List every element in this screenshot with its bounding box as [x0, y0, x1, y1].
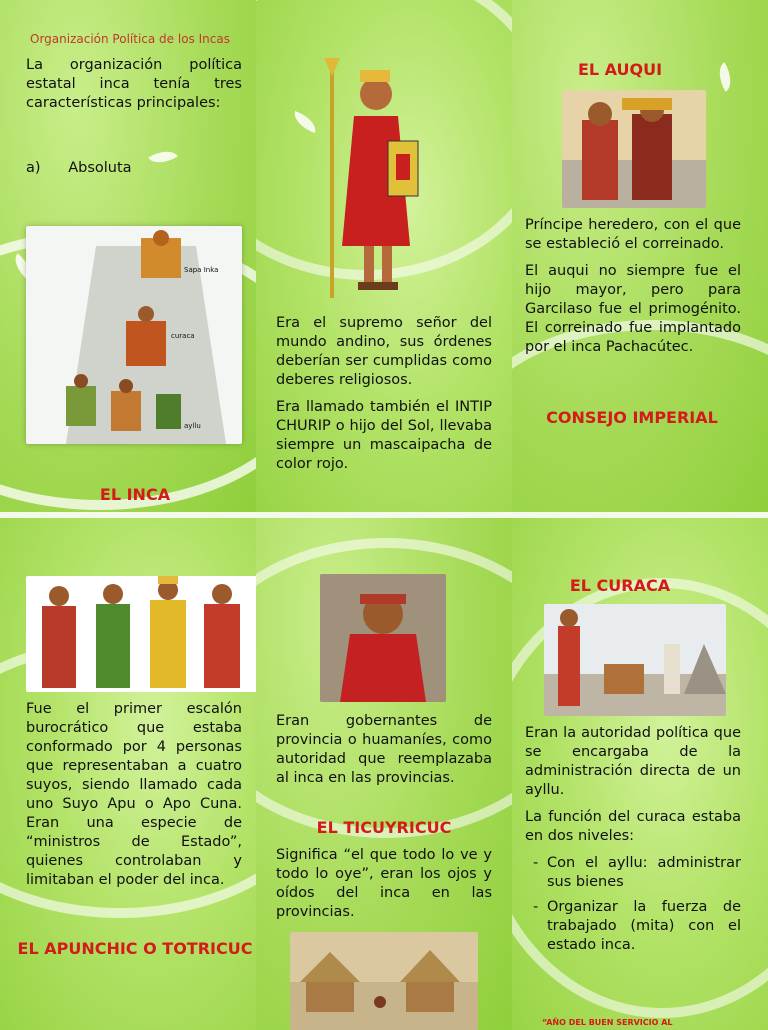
paragraph: Fue el primer escalón burocrático que estaba conformado por 4 personas que representaban a cuatro suyos, siendo llamado cada uno Suyo Apu o Apo Cuna. Eran una especie de “ministros de Estado”, quienes controlaban y limitaban el poder del inca. [26, 701, 242, 888]
panel-2 [256, 0, 512, 512]
inca-description [276, 314, 492, 482]
list-item: - Con el ayllu: administrar sus bienes [525, 854, 741, 892]
image-label: ayllu [184, 422, 201, 430]
panel-1 [0, 0, 256, 512]
footer-motto: “AÑO DEL BUEN SERVICIO AL [542, 1018, 673, 1027]
list-item: a) Absoluta [26, 160, 132, 176]
hierarchy-illustration [26, 226, 242, 444]
paragraph: Eran la autoridad política que se encargaba de la administración directa de un ayllu. [525, 725, 741, 798]
image-label: curaca [171, 332, 195, 340]
panel-4 [0, 518, 256, 1030]
paragraph: Significa “el que todo lo ve y todo lo oye”, eran los ojos y oídos del inca en las provincias. [276, 847, 492, 920]
paragraph: La función del curaca estaba en dos niveles: [525, 809, 741, 844]
heading-apunchic: EL APUNCHIC O TOTRICUC [17, 939, 253, 958]
curaca-levels-list [525, 854, 741, 955]
heading-el-curaca: EL CURACA [569, 576, 671, 595]
ticuyricuc-description [276, 846, 492, 930]
panel-3 [512, 0, 768, 512]
paragraph: Era el supremo señor del mundo andino, sus órdenes deberían ser cumplidas como deberes religiosos. [276, 315, 492, 388]
auqui-illustration [562, 90, 706, 208]
consejo-description [26, 700, 242, 898]
paragraph: Eran gobernantes de provincia o huamaníes, como autoridad que reemplazaba al inca en las provincias. [276, 713, 492, 786]
heading-consejo-imperial: CONSEJO IMPERIAL [546, 408, 718, 427]
heading-el-auqui: EL AUQUI [577, 60, 663, 79]
list-item: - Organizar la fuerza de trabajado (mita) con el estado inca. [525, 898, 741, 955]
paragraph: Era llamado también el INTIP CHURIP o hijo del Sol, llevaba siempre un mascaipacha de color rojo. [276, 399, 492, 472]
curaca-illustration [544, 604, 726, 716]
panel-6 [512, 518, 768, 1030]
heading-ticuyricuc: EL TICUYRICUC [316, 818, 452, 837]
paragraph: El auqui no siempre fue el hijo mayor, pero para Garcilaso fue el primogénito. El correinado fue implantado por el inca Pachacútec. [525, 263, 741, 355]
document-subtitle: Organización Política de los Incas [30, 32, 230, 46]
panel-5 [256, 518, 512, 1030]
paragraph: Príncipe heredero, con el que se estableció el correinado. [525, 217, 741, 252]
heading-el-inca: EL INCA [99, 485, 171, 504]
intro-text: La organización política estatal inca tenía tres características principales: [26, 57, 242, 111]
curaca-description [525, 724, 741, 961]
village-illustration [290, 932, 478, 1030]
apunchic-description [276, 712, 492, 796]
image-label: Sapa Inka [184, 266, 219, 274]
inca-illustration [318, 46, 428, 298]
auqui-description [525, 216, 741, 365]
apunchic-portrait [320, 574, 446, 702]
apunchic-illustration [26, 576, 256, 692]
